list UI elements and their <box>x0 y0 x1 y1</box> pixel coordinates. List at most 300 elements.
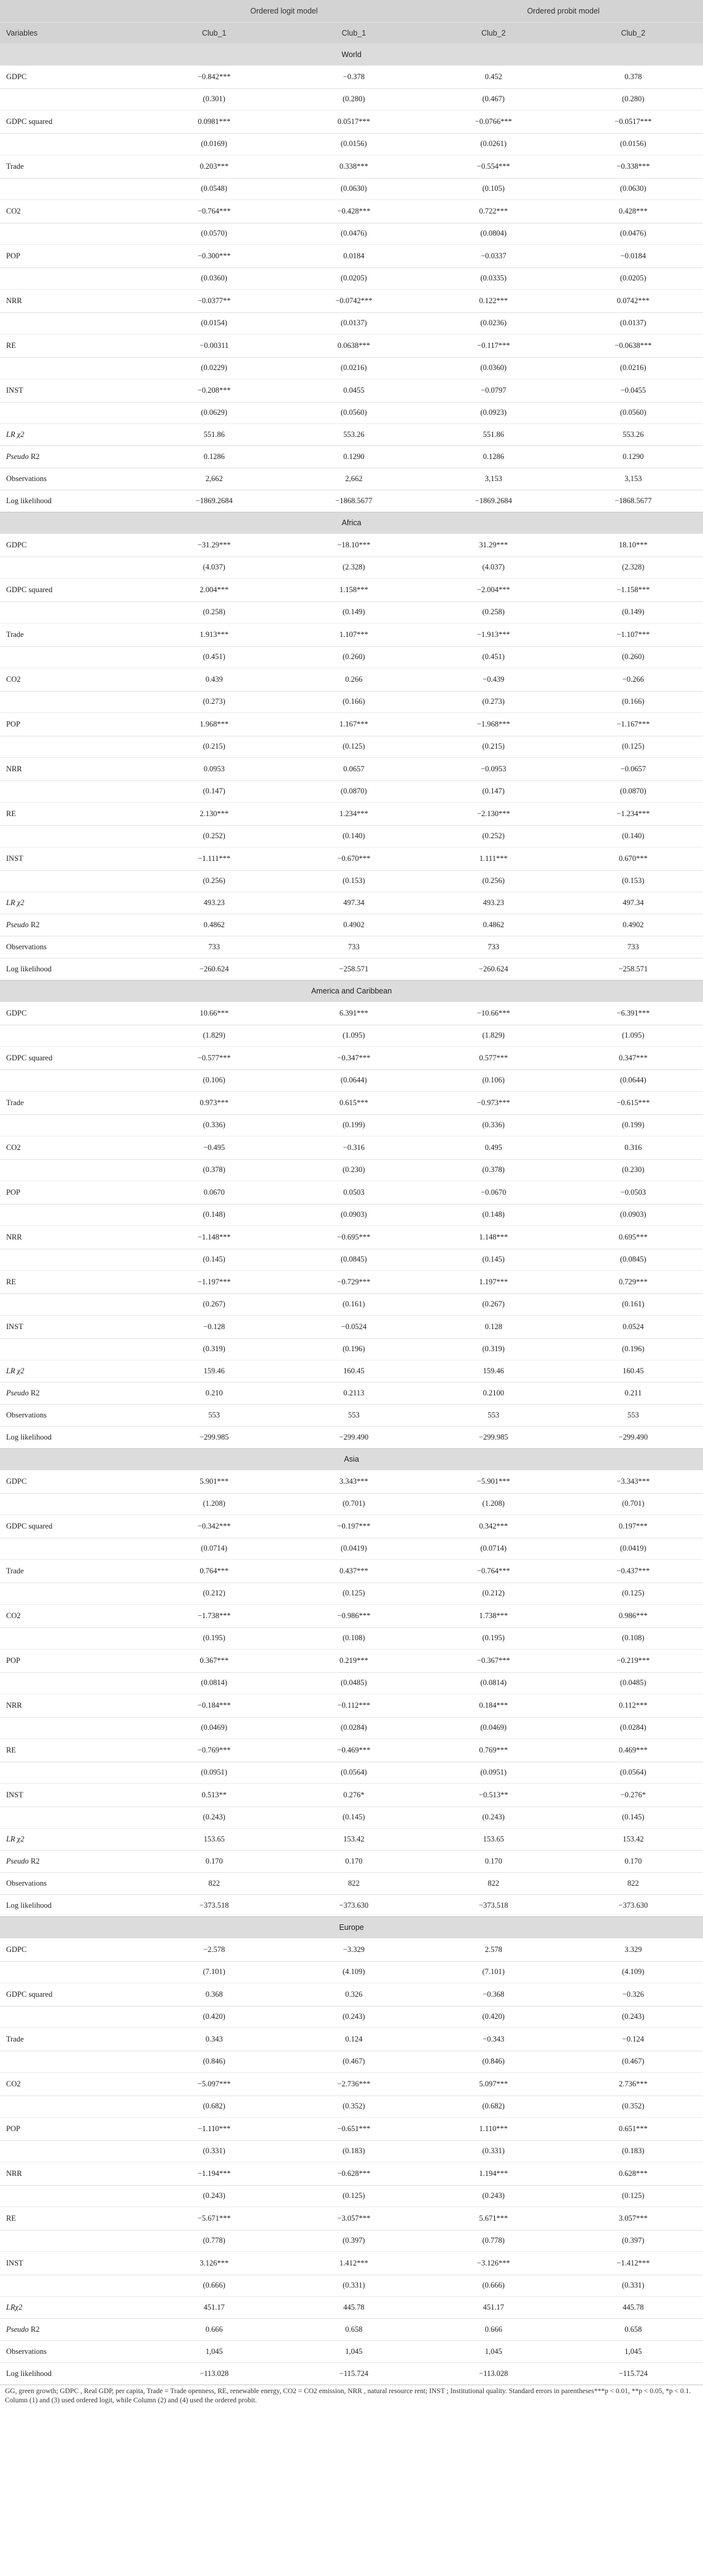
statistic-value: 553 <box>284 1404 424 1426</box>
statistic-value: −115.724 <box>284 2362 424 2385</box>
statistic-value: 451.17 <box>144 2296 284 2318</box>
statistic-label <box>0 445 144 468</box>
standard-error-value: (0.0137) <box>564 312 703 334</box>
statistic-row <box>0 1404 703 1426</box>
coefficient-value: 0.0517*** <box>284 110 424 133</box>
blank-label-cell <box>0 557 144 578</box>
blank-label-cell <box>0 1762 144 1783</box>
coefficient-value: 0.973*** <box>144 1091 284 1114</box>
coefficient-value: 2.004*** <box>144 578 284 601</box>
blank-label-cell <box>0 1159 144 1181</box>
blank-label-cell <box>0 2185 144 2207</box>
coefficient-value: −0.554*** <box>424 155 564 178</box>
coefficient-value: 18.10*** <box>564 533 703 557</box>
standard-error-row <box>0 312 703 334</box>
coefficient-value: 31.29*** <box>424 533 564 557</box>
blank-label-cell <box>0 1538 144 1559</box>
region-title: Europe <box>0 1916 703 1938</box>
statistic-value: 0.658 <box>284 2318 424 2340</box>
standard-error-value: (0.147) <box>144 781 284 802</box>
statistic-value: −299.490 <box>564 1426 703 1448</box>
coefficient-value: −1.194*** <box>144 2162 284 2185</box>
standard-error-value: (0.301) <box>144 88 284 110</box>
statistic-row <box>0 1828 703 1850</box>
statistic-value: 822 <box>424 1872 564 1894</box>
standard-error-value: (1.829) <box>144 1025 284 1046</box>
region-title: Africa <box>0 512 703 533</box>
standard-error-value: (0.0548) <box>144 178 284 199</box>
coefficient-value: 0.628*** <box>564 2162 703 2185</box>
coefficient-row <box>0 289 703 312</box>
header-col-1: Club_1 <box>144 22 284 44</box>
standard-error-row <box>0 1493 703 1514</box>
blank-label-cell <box>0 691 144 712</box>
standard-error-value: (0.125) <box>564 2185 703 2207</box>
statistic-label: Log likelihood <box>0 490 144 512</box>
standard-error-value: (0.108) <box>564 1627 703 1649</box>
statistic-value: −258.571 <box>564 958 703 980</box>
statistic-value: 733 <box>564 936 703 958</box>
statistic-label-italic: Pseudo <box>6 2324 29 2334</box>
variable-label: Trade <box>0 1559 144 1583</box>
region-header-row <box>0 980 703 1001</box>
standard-error-value: (0.199) <box>284 1114 424 1136</box>
coefficient-row <box>0 2027 703 2051</box>
standard-error-row <box>0 2275 703 2296</box>
statistic-row <box>0 468 703 490</box>
blank-label-cell <box>0 1717 144 1738</box>
standard-error-row <box>0 402 703 423</box>
standard-error-row <box>0 736 703 757</box>
statistic-value: 0.2100 <box>424 1382 564 1404</box>
statistic-row <box>0 490 703 512</box>
statistic-value: −260.624 <box>144 958 284 980</box>
standard-error-value: (0.161) <box>564 1294 703 1315</box>
standard-error-value: (0.0169) <box>144 133 284 155</box>
standard-error-value: (0.846) <box>424 2051 564 2072</box>
coefficient-row <box>0 712 703 736</box>
coefficient-value: −0.338*** <box>564 155 703 178</box>
coefficient-value: −1.913*** <box>424 623 564 646</box>
standard-error-row <box>0 2140 703 2162</box>
coefficient-value: −0.0742*** <box>284 289 424 312</box>
header-ordered-probit: Ordered probit model <box>424 0 703 22</box>
coefficient-value: 2.130*** <box>144 802 284 825</box>
standard-error-value: (0.467) <box>284 2051 424 2072</box>
standard-error-row <box>0 646 703 668</box>
coefficient-value: −3.343*** <box>564 1470 703 1493</box>
variable-label: NRR <box>0 1225 144 1249</box>
standard-error-value: (0.183) <box>284 2140 424 2162</box>
variable-label: INST <box>0 2251 144 2275</box>
statistic-value: −1869.2684 <box>144 490 284 512</box>
standard-error-value: (0.256) <box>424 870 564 892</box>
statistic-value: 3,153 <box>424 468 564 490</box>
standard-error-value: (0.0870) <box>564 781 703 802</box>
standard-error-value: (0.0845) <box>564 1249 703 1270</box>
standard-error-value: (0.778) <box>144 2230 284 2251</box>
standard-error-row <box>0 691 703 712</box>
standard-error-value: (0.666) <box>144 2275 284 2296</box>
standard-error-row <box>0 1762 703 1783</box>
statistic-value: −299.985 <box>144 1426 284 1448</box>
statistic-value: 0.1286 <box>144 445 284 468</box>
standard-error-row <box>0 1583 703 1604</box>
standard-error-value: (0.0629) <box>144 402 284 423</box>
header-blank-cell <box>0 0 144 22</box>
table-footnote: GG, green growth; GDPC , Real GDP, per capita, Trade = Trade openness, RE, renewable energy, CO2 = CO2 emission, NRR , natural resource rent; INST ; Institutional quality. Standard errors in parentheses***p < 0.01, **p < 0.05, *p < 0.1. Column (1) and (3) used ordered logit, while Column (2) and (4) used the ordered probit. <box>5 2387 691 2404</box>
standard-error-row <box>0 268 703 289</box>
standard-error-value: (0.0570) <box>144 223 284 244</box>
standard-error-value: (0.166) <box>564 691 703 712</box>
coefficient-row <box>0 2117 703 2140</box>
region-header-row <box>0 1448 703 1470</box>
statistic-value: 553.26 <box>284 423 424 445</box>
standard-error-value: (0.451) <box>424 646 564 668</box>
coefficient-row <box>0 1270 703 1294</box>
statistic-label-rest: R2 <box>28 1388 40 1397</box>
variable-label: INST <box>0 1315 144 1338</box>
statistic-value: −115.724 <box>564 2362 703 2385</box>
standard-error-row <box>0 2230 703 2251</box>
statistic-value: −1868.5677 <box>564 490 703 512</box>
blank-label-cell <box>0 1961 144 1983</box>
standard-error-value: (0.0419) <box>284 1538 424 1559</box>
standard-error-value: (0.212) <box>424 1583 564 1604</box>
coefficient-value: −0.0455 <box>564 379 703 402</box>
standard-error-value: (1.208) <box>144 1493 284 1514</box>
coefficient-value: −1.412*** <box>564 2251 703 2275</box>
statistic-value: −258.571 <box>284 958 424 980</box>
standard-error-value: (0.319) <box>144 1338 284 1360</box>
standard-error-value: (0.846) <box>144 2051 284 2072</box>
statistic-label: Log likelihood <box>0 958 144 980</box>
coefficient-row <box>0 1181 703 1204</box>
statistic-row <box>0 2318 703 2340</box>
standard-error-value: (0.666) <box>424 2275 564 2296</box>
statistic-label-rest: R2 <box>28 452 40 461</box>
coefficient-row <box>0 623 703 646</box>
coefficient-value: 0.439 <box>144 668 284 691</box>
coefficient-value: −0.0766*** <box>424 110 564 133</box>
statistic-value: 160.45 <box>284 1360 424 1382</box>
standard-error-value: (0.0485) <box>284 1672 424 1694</box>
standard-error-value: (0.331) <box>424 2140 564 2162</box>
statistic-value: 0.666 <box>424 2318 564 2340</box>
standard-error-row <box>0 88 703 110</box>
coefficient-value: −0.437*** <box>564 1559 703 1583</box>
coefficient-value: 0.0953 <box>144 757 284 781</box>
blank-label-cell <box>0 1338 144 1360</box>
statistic-value: −373.518 <box>424 1894 564 1916</box>
standard-error-row <box>0 2096 703 2117</box>
coefficient-value: −0.0524 <box>284 1315 424 1338</box>
statistic-value: 497.34 <box>284 892 424 914</box>
standard-error-value: (0.420) <box>424 2006 564 2027</box>
coefficient-row <box>0 1783 703 1807</box>
statistic-label <box>0 1382 144 1404</box>
statistic-value: 153.65 <box>424 1828 564 1850</box>
coefficient-row <box>0 1225 703 1249</box>
coefficient-value: 0.695*** <box>564 1225 703 1249</box>
coefficient-value: −0.208*** <box>144 379 284 402</box>
statistic-value: 822 <box>564 1872 703 1894</box>
header-col-2: Club_1 <box>284 22 424 44</box>
blank-label-cell <box>0 223 144 244</box>
standard-error-row <box>0 223 703 244</box>
statistic-value: 0.2113 <box>284 1382 424 1404</box>
coefficient-value: −5.097*** <box>144 2072 284 2096</box>
standard-error-value: (4.109) <box>564 1961 703 1983</box>
coefficient-value: −1.167*** <box>564 712 703 736</box>
variable-label: INST <box>0 847 144 870</box>
standard-error-value: (0.196) <box>284 1338 424 1360</box>
standard-error-row <box>0 1294 703 1315</box>
standard-error-value: (0.0560) <box>284 402 424 423</box>
coefficient-row <box>0 1136 703 1159</box>
statistic-value: 153.42 <box>284 1828 424 1850</box>
coefficient-row <box>0 1315 703 1338</box>
standard-error-value: (0.0644) <box>284 1070 424 1091</box>
standard-error-value: (0.260) <box>564 646 703 668</box>
coefficient-value: 0.769*** <box>424 1738 564 1762</box>
coefficient-row <box>0 1514 703 1538</box>
standard-error-value: (0.0205) <box>284 268 424 289</box>
standard-error-value: (0.105) <box>424 178 564 199</box>
standard-error-value: (0.397) <box>284 2230 424 2251</box>
standard-error-value: (0.243) <box>564 2006 703 2027</box>
statistic-row <box>0 1382 703 1404</box>
blank-label-cell <box>0 402 144 423</box>
statistic-value: 0.170 <box>564 1850 703 1872</box>
coefficient-value: 1.110*** <box>424 2117 564 2140</box>
standard-error-value: (4.037) <box>424 557 564 578</box>
statistic-value: 822 <box>144 1872 284 1894</box>
coefficient-value: 0.347*** <box>564 1046 703 1070</box>
standard-error-value: (0.125) <box>564 736 703 757</box>
statistic-value: 493.23 <box>144 892 284 914</box>
coefficient-row <box>0 757 703 781</box>
coefficient-value: 0.266 <box>284 668 424 691</box>
coefficient-value: 0.722*** <box>424 199 564 223</box>
coefficient-value: −1.738*** <box>144 1604 284 1627</box>
coefficient-value: 1.148*** <box>424 1225 564 1249</box>
standard-error-value: (0.195) <box>424 1627 564 1649</box>
coefficient-value: −5.671*** <box>144 2207 284 2230</box>
coefficient-value: 0.0670 <box>144 1181 284 1204</box>
standard-error-value: (0.0360) <box>424 357 564 379</box>
coefficient-value: −0.0797 <box>424 379 564 402</box>
standard-error-row <box>0 1961 703 1983</box>
standard-error-row <box>0 1338 703 1360</box>
coefficient-value: 3.343*** <box>284 1470 424 1493</box>
coefficient-value: 10.66*** <box>144 1001 284 1025</box>
coefficient-value: −31.29*** <box>144 533 284 557</box>
blank-label-cell <box>0 1627 144 1649</box>
standard-error-value: (0.273) <box>424 691 564 712</box>
standard-error-value: (0.0360) <box>144 268 284 289</box>
standard-error-value: (0.467) <box>564 2051 703 2072</box>
statistic-value: 1,045 <box>144 2340 284 2362</box>
standard-error-row <box>0 1159 703 1181</box>
coefficient-value: −0.577*** <box>144 1046 284 1070</box>
variable-label: RE <box>0 1738 144 1762</box>
standard-error-value: (0.352) <box>564 2096 703 2117</box>
coefficient-row <box>0 1938 703 1961</box>
standard-error-value: (0.397) <box>564 2230 703 2251</box>
coefficient-value: 0.764*** <box>144 1559 284 1583</box>
blank-label-cell <box>0 781 144 802</box>
standard-error-value: (0.352) <box>284 2096 424 2117</box>
coefficient-value: −1.110*** <box>144 2117 284 2140</box>
standard-error-value: (0.258) <box>144 601 284 623</box>
coefficient-value: −1.158*** <box>564 578 703 601</box>
region-header-row <box>0 512 703 533</box>
standard-error-value: (0.252) <box>424 825 564 847</box>
standard-error-value: (0.0284) <box>284 1717 424 1738</box>
statistic-value: −373.518 <box>144 1894 284 1916</box>
coefficient-value: −0.439 <box>424 668 564 691</box>
standard-error-value: (0.199) <box>564 1114 703 1136</box>
standard-error-value: (0.0845) <box>284 1249 424 1270</box>
blank-label-cell <box>0 2140 144 2162</box>
standard-error-value: (0.0335) <box>424 268 564 289</box>
coefficient-value: −0.342*** <box>144 1514 284 1538</box>
standard-error-value: (0.0229) <box>144 357 284 379</box>
standard-error-value: (0.273) <box>144 691 284 712</box>
variable-label: INST <box>0 1783 144 1807</box>
coefficient-value: 1.167*** <box>284 712 424 736</box>
blank-label-cell <box>0 870 144 892</box>
coefficient-value: 0.342*** <box>424 1514 564 1538</box>
standard-error-value: (0.153) <box>564 870 703 892</box>
blank-label-cell <box>0 357 144 379</box>
standard-error-value: (0.0903) <box>284 1204 424 1225</box>
coefficient-value: 0.122*** <box>424 289 564 312</box>
standard-error-value: (0.252) <box>144 825 284 847</box>
coefficient-value: 0.338*** <box>284 155 424 178</box>
standard-error-value: (0.196) <box>564 1338 703 1360</box>
coefficient-value: −1.968*** <box>424 712 564 736</box>
coefficient-value: −0.367*** <box>424 1649 564 1672</box>
standard-error-value: (0.161) <box>284 1294 424 1315</box>
blank-label-cell <box>0 1249 144 1270</box>
coefficient-value: 0.197*** <box>564 1514 703 1538</box>
standard-error-value: (0.108) <box>284 1627 424 1649</box>
coefficient-row <box>0 1649 703 1672</box>
coefficient-value: 0.0638*** <box>284 334 424 357</box>
statistic-label: Log likelihood <box>0 2362 144 2385</box>
coefficient-value: 0.0524 <box>564 1315 703 1338</box>
statistic-value: 159.46 <box>144 1360 284 1382</box>
blank-label-cell <box>0 601 144 623</box>
standard-error-value: (0.280) <box>284 88 424 110</box>
coefficient-value: −1.111*** <box>144 847 284 870</box>
statistic-row <box>0 445 703 468</box>
blank-label-cell <box>0 2006 144 2027</box>
standard-error-value: (0.0485) <box>564 1672 703 1694</box>
coefficient-value: −0.842*** <box>144 65 284 88</box>
standard-error-value: (0.195) <box>144 1627 284 1649</box>
standard-error-row <box>0 1538 703 1559</box>
coefficient-value: −0.266 <box>564 668 703 691</box>
standard-error-row <box>0 781 703 802</box>
standard-error-value: (0.149) <box>564 601 703 623</box>
blank-label-cell <box>0 736 144 757</box>
standard-error-row <box>0 2185 703 2207</box>
standard-error-value: (0.336) <box>424 1114 564 1136</box>
standard-error-value: (0.0261) <box>424 133 564 155</box>
coefficient-value: −0.0337 <box>424 244 564 268</box>
region-title: World <box>0 44 703 65</box>
standard-error-value: (0.0476) <box>284 223 424 244</box>
variable-label: GDPC squared <box>0 1046 144 1070</box>
coefficient-value: −0.628*** <box>284 2162 424 2185</box>
blank-label-cell <box>0 1204 144 1225</box>
standard-error-value: (0.0903) <box>564 1204 703 1225</box>
standard-error-value: (0.212) <box>144 1583 284 1604</box>
standard-error-value: (0.267) <box>424 1294 564 1315</box>
coefficient-row <box>0 847 703 870</box>
coefficient-value: −0.973*** <box>424 1091 564 1114</box>
blank-label-cell <box>0 88 144 110</box>
statistic-row <box>0 1360 703 1382</box>
coefficient-value: −0.276* <box>564 1783 703 1807</box>
coefficient-value: 1.738*** <box>424 1604 564 1627</box>
coefficient-value: −0.729*** <box>284 1270 424 1294</box>
statistic-value: 0.170 <box>424 1850 564 1872</box>
statistic-label-italic: Pseudo <box>6 1388 29 1397</box>
coefficient-value: 0.219*** <box>284 1649 424 1672</box>
standard-error-row <box>0 1627 703 1649</box>
statistic-label: Log likelihood <box>0 1426 144 1448</box>
coefficient-row <box>0 155 703 178</box>
coefficient-value: 2.578 <box>424 1938 564 1961</box>
header-col-3: Club_2 <box>424 22 564 44</box>
coefficient-value: 0.495 <box>424 1136 564 1159</box>
standard-error-value: (0.336) <box>144 1114 284 1136</box>
coefficient-value: 0.670*** <box>564 847 703 870</box>
standard-error-row <box>0 825 703 847</box>
statistic-value: 551.86 <box>144 423 284 445</box>
statistic-value: 159.46 <box>424 1360 564 1382</box>
standard-error-value: (0.0560) <box>564 402 703 423</box>
statistic-row <box>0 1894 703 1916</box>
variable-label: POP <box>0 712 144 736</box>
statistic-value: 3,153 <box>564 468 703 490</box>
statistic-label <box>0 2318 144 2340</box>
coefficient-row <box>0 668 703 691</box>
standard-error-value: (0.145) <box>144 1249 284 1270</box>
standard-error-value: (0.0714) <box>144 1538 284 1559</box>
standard-error-value: (0.0476) <box>564 223 703 244</box>
coefficient-row <box>0 1091 703 1114</box>
coefficient-value: 1.197*** <box>424 1270 564 1294</box>
statistic-label <box>0 914 144 936</box>
coefficient-value: 0.326 <box>284 1983 424 2006</box>
blank-label-cell <box>0 1672 144 1694</box>
standard-error-row <box>0 1114 703 1136</box>
statistic-row <box>0 1872 703 1894</box>
statistic-value: −1868.5677 <box>284 490 424 512</box>
standard-error-value: (0.260) <box>284 646 424 668</box>
coefficient-value: −0.378 <box>284 65 424 88</box>
blank-label-cell <box>0 1025 144 1046</box>
variable-label: NRR <box>0 2162 144 2185</box>
statistic-label: LRχ2 <box>0 2296 144 2318</box>
variable-label: GDPC <box>0 1938 144 1961</box>
blank-label-cell <box>0 646 144 668</box>
